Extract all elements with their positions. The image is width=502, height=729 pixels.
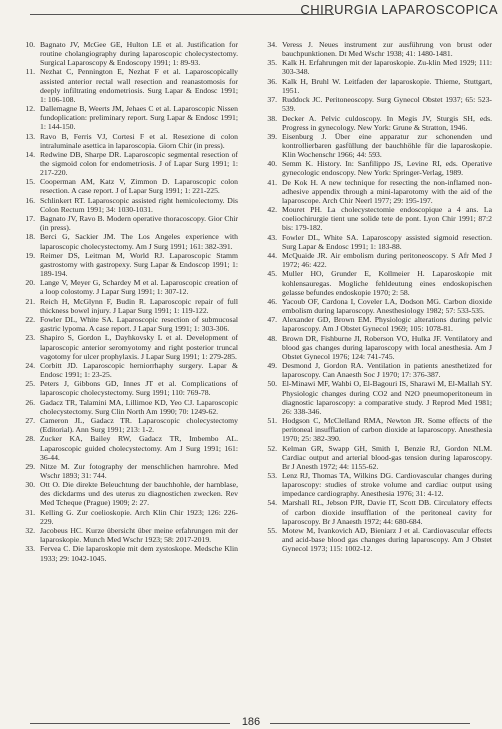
- reference-text: Lenz RJ, Thomas TA, Wilkins DG. Cardiovascular changes during laparoscopy: studies of stroke volume and cardiac output using impedance cardiography. Anesthesia 1976; 31: 4-12.: [282, 470, 492, 499]
- reference-item: [18, 480, 238, 507]
- reference-text: Bagnato JV, McGee GE, Hulton LE et al. Justification for routine cholangiography during laparoscopic cholecystectomy. Surgical Laparoscopy & Endoscopy 1991; 1: 89-93.: [40, 40, 238, 68]
- reference-item: [260, 95, 492, 113]
- reference-number: 28.: [25, 434, 35, 444]
- reference-number: 43.: [267, 232, 277, 242]
- reference-item: [18, 526, 238, 544]
- reference-text: Alexander GD, Brown EM. Physiologic alterations during pelvic laparoscopy. Am J Obstet Gynecol 1969; 105: 1078-81.: [282, 315, 492, 334]
- reference-item: [260, 178, 492, 205]
- reference-number: 47.: [267, 315, 277, 325]
- reference-text: Eisenburg J. Über eine apparatur zur schonenden und kontrollierbaren gasfüllung der bauchhöhle für die laparoskopie. Klin Wochenschr 1966; 44: 593.: [282, 131, 492, 160]
- reference-number: 40.: [267, 159, 277, 169]
- reference-item: [260, 58, 492, 76]
- reference-text: Reich H, McGlynn F, Budin R. Laparoscopic repair of full thickness bowel injury. J Lapar Surg 1991; 1: 119-122.: [40, 296, 238, 315]
- reference-number: 25.: [25, 379, 35, 389]
- reference-text: Schlinkert RT. Laparoscopic assisted right hemicolectomy. Dis Colon Rectum 1991; 34: 1030-1031.: [40, 195, 238, 214]
- reference-text: Bagnato JV, Ravo B. Modern operative thoracoscopy. Gior Chir (in press).: [40, 214, 238, 233]
- reference-item: [260, 132, 492, 159]
- footer-rule-left: [30, 723, 230, 724]
- reference-number: 49.: [267, 361, 277, 371]
- reference-text: Jacobeus HC. Kurze übersicht über meine erfahrungen mit der laparoskopie. Munch Med Wschr 1923; 58: 2017-2019.: [40, 526, 238, 545]
- reference-text: Kelling G. Zur coelioskopie. Arch Klin Chir 1923; 126: 226-229.: [40, 507, 238, 526]
- reference-item: [260, 379, 492, 415]
- reference-text: Shapiro S, Gordon L, Dayhkovsky L et al. Development of laparoscopic anterior seromyotomy and right posterior truncal vagotomy for ulcer prophylaxis. J Lapar Surg 1991; 1: 279-285.: [40, 333, 238, 361]
- reference-item: [260, 334, 492, 361]
- reference-text: Fowler DL, White SA. Laparoscopy assisted sigmoid resection. Surg Lapar & Endosc 1991; 1: 183-88.: [282, 232, 492, 251]
- reference-text: Decker A. Pelvic culdoscopy. In Megis JV, Sturgis SH, eds. Progress in gynecology. New York: Grune & Stratton, 1946.: [282, 113, 492, 132]
- reference-item: [18, 232, 238, 250]
- reference-number: 54.: [267, 498, 277, 508]
- reference-item: [18, 508, 238, 526]
- reference-item: [260, 233, 492, 251]
- reference-number: 16.: [25, 195, 35, 205]
- reference-item: [260, 315, 492, 333]
- reference-item: [260, 498, 492, 525]
- reference-item: [18, 40, 238, 67]
- reference-text: Veress J. Neues instrument zur ausführung von brust oder bauchpunktionen. Dt Med Wschr 1938; 41: 1480-1481.: [282, 40, 492, 59]
- reference-number: 53.: [267, 470, 277, 480]
- reference-item: [18, 67, 238, 103]
- references-left-column: [18, 40, 238, 563]
- reference-number: 31.: [25, 507, 35, 517]
- reference-text: Zucker KA, Bailey RW, Gadacz TR, Imbembo AL. Laparoscopic guided cholecystectomy. Am J Surg 1991; 161: 36-44.: [40, 434, 238, 462]
- reference-text: Ott O. Die direkte Beleuchtung der bauchhohle, der harnblase, des dickdarms und des uterus zu diagnostichen zwecken. Rev Med Tcheque (Prague) 1909; 2: 27.: [40, 480, 238, 508]
- page-number: 186: [241, 716, 261, 728]
- reference-item: [18, 132, 238, 150]
- reference-number: 23.: [25, 333, 35, 343]
- reference-number: 22.: [25, 315, 35, 325]
- reference-number: 20.: [25, 278, 35, 288]
- reference-text: Kalk H, Bruhl W. Leitfaden der laparoskopie. Thieme, Stuttgart, 1951.: [282, 76, 492, 95]
- reference-number: 45.: [267, 269, 277, 279]
- reference-number: 35.: [267, 58, 277, 68]
- reference-item: [18, 398, 238, 416]
- reference-item: [18, 196, 238, 214]
- reference-item: [18, 544, 238, 562]
- reference-item: [260, 416, 492, 443]
- reference-item: [260, 361, 492, 379]
- reference-number: 44.: [267, 251, 277, 261]
- reference-item: [260, 444, 492, 471]
- reference-number: 36.: [267, 76, 277, 86]
- reference-item: [260, 114, 492, 132]
- reference-item: [18, 104, 238, 131]
- reference-text: Peters J, Gibbons GD, Innes JT et al. Complications of laparoscopic cholecystectomy. Surg 1991; 110: 769-78.: [40, 379, 238, 398]
- reference-number: 18.: [25, 232, 35, 242]
- reference-text: Gadacz TR, Talamini MA, Lillimoe KD, Yeo CJ. Laparoscopic cholecystectomy. Surg Clin North Am 1990; 70: 1249-62.: [40, 397, 238, 416]
- reference-item: [18, 434, 238, 461]
- reference-number: 55.: [267, 525, 277, 535]
- reference-item: [18, 361, 238, 379]
- reference-text: Kalk H. Erfahrungen mit der laparoskopie. Zu-klin Med 1929; 111: 303-348.: [282, 58, 492, 77]
- reference-number: 46.: [267, 296, 277, 306]
- reference-number: 32.: [25, 526, 35, 536]
- reference-item: [18, 315, 238, 333]
- reference-text: Ravo B, Ferris VJ, Cortesi F et al. Resezione di colon intraluminale asettica in laparoscopia. Giorn Chir (in press).: [40, 131, 238, 150]
- reference-number: 37.: [267, 95, 277, 105]
- reference-item: [18, 214, 238, 232]
- reference-text: Berci G, Sackier JM. The Los Angeles experience with laparoscopic cholecystectomy. Am J Surg 1991; 161: 382-391.: [40, 232, 238, 251]
- reference-text: Brown DR, Fishburne JI, Roberson VO, Hulka JF. Ventilatory and blood gas changes during laparoscopy with local anesthesia. Am J Obstet Gynecol 1976; 124: 741-745.: [282, 333, 492, 361]
- reference-text: Mouret PH. La cholecystectomie endoscopique a 4 ans. La coeliochirurgie tient une solide tete de pont. Lyon Chir 1991; 87:2 bis: 179-182.: [282, 205, 492, 233]
- reference-number: 51.: [267, 416, 277, 426]
- reference-item: [18, 379, 238, 397]
- reference-number: 29.: [25, 461, 35, 471]
- reference-item: [260, 205, 492, 232]
- reference-item: [18, 177, 238, 195]
- reference-text: Redwine DB, Sharpe DR. Laparoscopic segmental resection of the sigmoid colon for endometriosis. J of Lapar Surg 1991; 1: 217-220.: [40, 149, 238, 178]
- reference-number: 15.: [25, 177, 35, 187]
- reference-text: Desmond J, Gordon RA. Ventilation in patients anesthetized for laparoscopy. Can Anaesth Soc J 1970; 17: 376-387.: [282, 361, 492, 380]
- reference-text: Hodgson C, McClelland RMA, Newton JR. Some effects of the peritoneal insufflation of carbon dioxide at laparoscopy. Anesthesia 1970; 25: 382-390.: [282, 416, 492, 444]
- reference-text: Corbitt JD. Laparoscopic herniorrhaphy surgery. Lapar & Endosc 1991; 1: 23-25.: [40, 360, 238, 379]
- reference-number: 14.: [25, 149, 35, 159]
- reference-item: [18, 150, 238, 177]
- reference-text: Nitze M. Zur fotography der menschlichen harnrohre. Med Wschr 1893; 31: 744.: [40, 461, 238, 480]
- reference-number: 42.: [267, 205, 277, 215]
- reference-item: [260, 471, 492, 498]
- reference-number: 33.: [25, 544, 35, 554]
- reference-text: Cameron JL, Gadacz TR. Laparoscopic cholecystectomy (Editorial). Ann Surg 1991; 213: 1-2.: [40, 416, 238, 435]
- running-header: CHIRURGIA LAPAROSCOPICA: [300, 2, 498, 17]
- reference-number: 41.: [267, 177, 277, 187]
- reference-item: [18, 251, 238, 278]
- reference-number: 34.: [267, 40, 277, 49]
- reference-item: [18, 462, 238, 480]
- reference-text: Semm K. History. In: Sanfilippo JS, Levine RI, eds. Operative gynecologic endoscopy. New York: Springer-Verlag, 1989.: [282, 159, 492, 178]
- reference-number: 11.: [25, 67, 35, 77]
- reference-text: Nezhat C, Pennington E, Nezhat F et al. Laparoscopically assisted anterior rectal wall resection and reanastomosis for deeply infiltrating endometriosis. Surg Lapar & Endosc 1991; 1: 106-108.: [40, 67, 238, 104]
- reference-item: [260, 269, 492, 296]
- reference-number: 52.: [267, 443, 277, 453]
- reference-number: 12.: [25, 104, 35, 114]
- reference-item: [18, 333, 238, 360]
- reference-text: Cooperman AM, Katz V, Zimmon D. Laparoscopic colon resection. A case report. J of Lapar Surg 1991; 1: 221-225.: [40, 177, 238, 196]
- reference-number: 48.: [267, 333, 277, 343]
- reference-text: Reimer DS, Leitman M, World RJ. Laparoscopic Stamm gastrostomy with gastropexy. Surg Lapar & Endoscop 1991; 1: 189-194.: [40, 250, 238, 279]
- reference-text: Fervea C. Die laparoskopie mit dem zystoskope. Medsche Klin 1933; 29: 1042-1045.: [40, 544, 238, 563]
- reference-item: [260, 40, 492, 58]
- reference-text: Ruddock JC. Peritoneoscopy. Surg Gynecol Obstet 1937; 65: 523-539.: [282, 95, 492, 114]
- reference-item: [260, 77, 492, 95]
- reference-number: 38.: [267, 113, 277, 123]
- reference-text: Lange V, Meyer G, Schardey M et al. Laparoscopic creation of a loop colostomy. J Lapar Surg 1991; 1: 307-12.: [40, 278, 238, 297]
- reference-item: [260, 297, 492, 315]
- reference-number: 17.: [25, 214, 35, 224]
- reference-item: [260, 159, 492, 177]
- reference-item: [18, 278, 238, 296]
- reference-item: [260, 251, 492, 269]
- reference-text: Marshall RL, Jebson PJR, Davie IT, Scott DB. Circulatory effects of carbon dioxide insufflation of the peritoneal cavity for laparoscopy. Br J Anaesth 1972; 44: 680-684.: [282, 498, 492, 526]
- reference-text: Yacoub OF, Cardona I, Coveler LA, Dodson MG. Carbon dioxide embolism during laparoscopy. Anesthesiology 1982; 57: 533-535.: [282, 296, 492, 315]
- reference-item: [18, 297, 238, 315]
- reference-number: 30.: [25, 480, 35, 490]
- reference-text: El-Minawi MF, Wahbi O, El-Bagouri IS, Sharawi M, El-Mallah SY. Physiologic changes during CO2 and N2O pneumoperitoneum in diagnostic laparoscopy: a comparative study. J Reprod Med 1981; 26: 338-346.: [282, 379, 492, 416]
- reference-number: 10.: [25, 40, 35, 49]
- reference-text: De Kok H. A new technique for resecting the non-inflamed non-adhesive appendix through a mini-laparotomy with the aid of the laparoscope. Arch Chir Neerl 1977; 29: 195-197.: [282, 177, 492, 205]
- reference-item: [260, 526, 492, 553]
- header-rule: [30, 14, 334, 15]
- reference-text: Muller HO, Grunder E, Kollmeier H. Laparoskopie mit kohlensauregas. Mogliche fehldeutung eines endoskopischen gelasse befundes endoskopie 1970; 2: 58.: [282, 269, 492, 297]
- reference-number: 26.: [25, 397, 35, 407]
- reference-number: 21.: [25, 296, 35, 306]
- reference-number: 27.: [25, 416, 35, 426]
- reference-number: 39.: [267, 131, 277, 141]
- references-right-column: [260, 40, 492, 553]
- footer-rule-right: [270, 723, 470, 724]
- reference-text: Dallemagne B, Weerts JM, Jehaes C et al. Laparoscopic Nissen fundoplication: preliminary report. Surg Lapar & Endosc 1991; 1: 144-150.: [40, 104, 238, 132]
- reference-number: 24.: [25, 360, 35, 370]
- reference-text: Kelman GR, Swapp GH, Smith I, Benzie RJ, Gordon NLM. Cardiac output and arterial blood-gas tension during laparoscopy. Br J Anesth 1972; 44: 1155-62.: [282, 443, 492, 471]
- reference-number: 13.: [25, 131, 35, 141]
- reference-text: Motew M, Ivankovich AD, Bieniarz J et al. Cardiovascular effects and acid-base blood gas changes during laparoscopy. Am J Obstet Gynecol 1973; 115: 1002-12.: [282, 525, 492, 554]
- reference-text: McQuaide JR. Air embolism during peritoneoscopy. S Afr Med J 1972; 46: 422.: [282, 251, 492, 270]
- reference-item: [18, 416, 238, 434]
- reference-text: Fowler DL, White SA. Laparoscopic resection of submucosal gastric lypoma. A case report. J Lapar Surg 1991; 1: 303-306.: [40, 315, 238, 334]
- reference-number: 50.: [267, 379, 277, 389]
- reference-number: 19.: [25, 250, 35, 260]
